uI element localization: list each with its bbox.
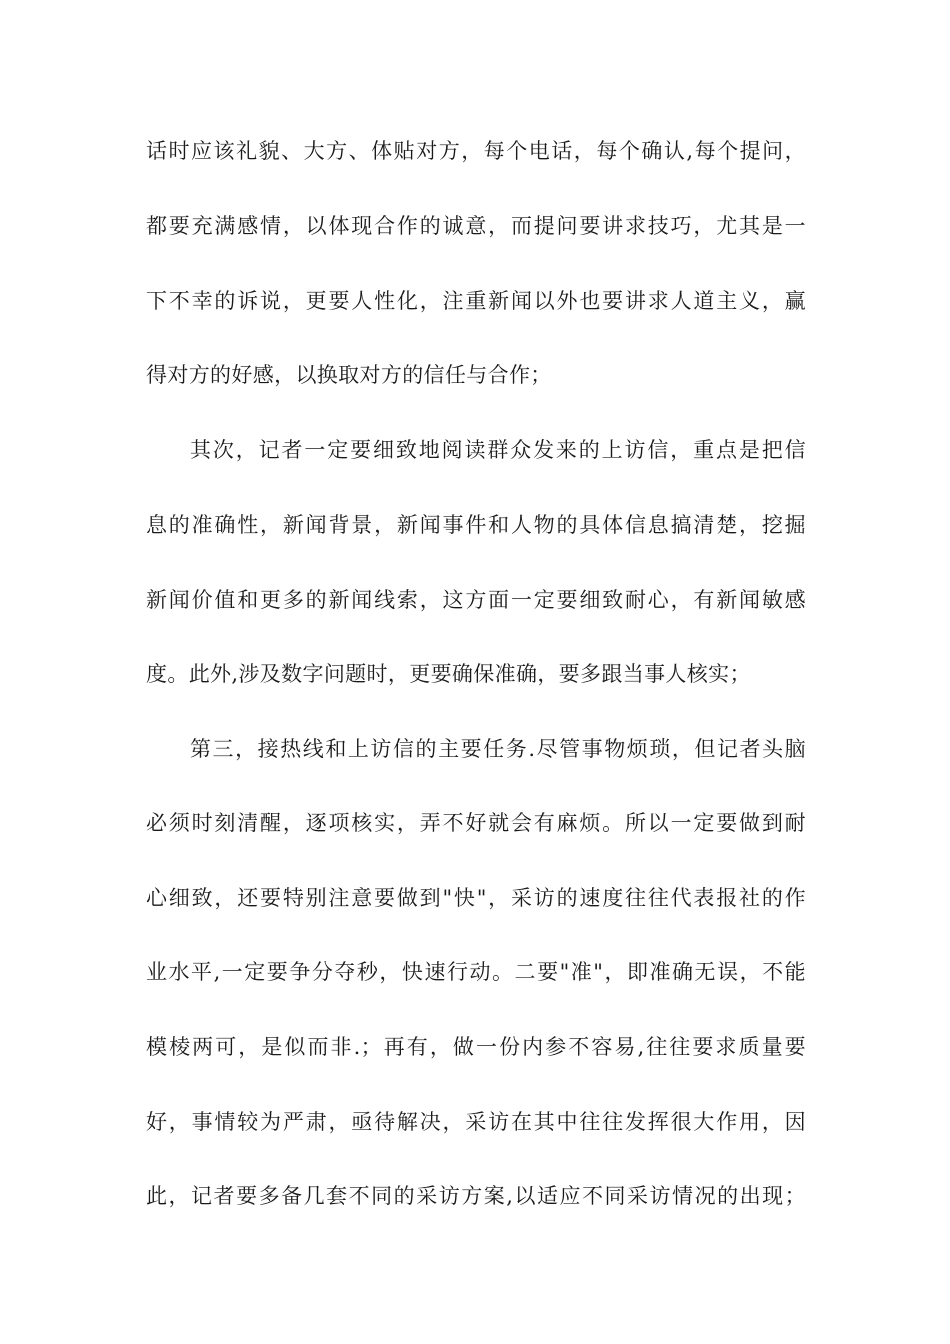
paragraph-line: 其次，记者一定要细致地阅读群众发来的上访信，重点是把信 bbox=[190, 438, 806, 462]
paragraph-line: 都要充满感情，以体现合作的诚意，而提问要讲求技巧，尤其是一 bbox=[146, 214, 806, 238]
paragraph-line: 下不幸的诉说，更要人性化，注重新闻以外也要讲求人道主义，赢 bbox=[146, 289, 806, 313]
paragraph-line: 此，记者要多备几套不同的采访方案,以适应不同采访情况的出现； bbox=[146, 1184, 806, 1208]
paragraph-line: 话时应该礼貌、大方、体贴对方，每个电话，每个确认,每个提问， bbox=[146, 139, 806, 163]
paragraph-line: 好，事情较为严肃，亟待解决，采访在其中往往发挥很大作用，因 bbox=[146, 1110, 806, 1134]
paragraph-line: 度。此外,涉及数字问题时，更要确保准确，要多跟当事人核实； bbox=[146, 662, 751, 686]
paragraph-line: 息的准确性，新闻背景，新闻事件和人物的具体信息搞清楚，挖掘 bbox=[146, 513, 806, 537]
paragraph-line: 必须时刻清醒，逐项核实，弄不好就会有麻烦。所以一定要做到耐 bbox=[146, 811, 806, 835]
paragraph-line: 第三，接热线和上访信的主要任务.尽管事物烦琐，但记者头脑 bbox=[190, 737, 806, 761]
paragraph-line: 模棱两可，是似而非.；再有，做一份内参不容易,往往要求质量要 bbox=[146, 1035, 806, 1059]
paragraph-line: 业水平,一定要争分夺秒，快速行动。二要"准"，即准确无误，不能 bbox=[146, 960, 806, 984]
paragraph-line: 心细致，还要特别注意要做到"快"，采访的速度往往代表报社的作 bbox=[146, 886, 806, 910]
paragraph-line: 新闻价值和更多的新闻线索，这方面一定要细致耐心，有新闻敏感 bbox=[146, 588, 806, 612]
paragraph-line: 得对方的好感，以换取对方的信任与合作； bbox=[146, 363, 552, 387]
